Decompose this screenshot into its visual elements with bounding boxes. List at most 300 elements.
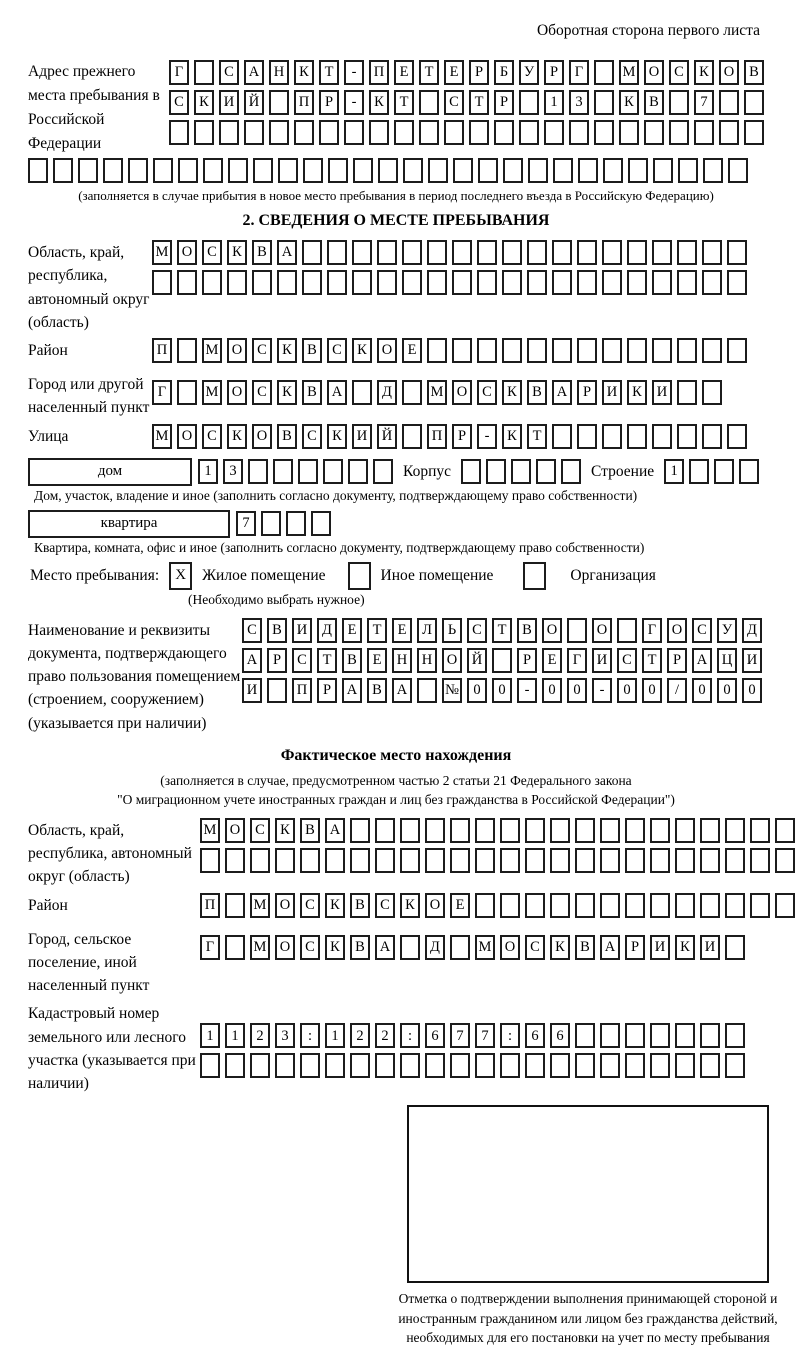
char-box: С	[327, 338, 347, 363]
char-box	[300, 1053, 320, 1078]
stroenie-boxes[interactable]	[664, 459, 759, 484]
char-box: С	[444, 90, 464, 115]
char-box: Т	[492, 618, 512, 643]
char-box	[675, 818, 695, 843]
char-box: И	[592, 648, 612, 673]
char-box	[450, 935, 470, 960]
char-box	[402, 380, 422, 405]
char-box	[625, 1023, 645, 1048]
char-box	[425, 1053, 445, 1078]
checkbox-organization[interactable]	[523, 562, 546, 590]
prev-address-row-2[interactable]	[169, 90, 764, 115]
char-box	[378, 158, 398, 183]
char-box	[677, 240, 697, 265]
char-box: У	[519, 60, 539, 85]
char-box: А	[244, 60, 264, 85]
char-box: И	[650, 935, 670, 960]
char-box	[177, 380, 197, 405]
char-box: И	[292, 618, 312, 643]
char-box	[492, 648, 512, 673]
char-box: О	[227, 338, 247, 363]
char-box	[552, 270, 572, 295]
char-box	[450, 848, 470, 873]
char-box	[702, 270, 722, 295]
fact-field-city	[28, 925, 764, 998]
char-box	[200, 848, 220, 873]
char-box	[277, 270, 297, 295]
fact-city-label: Город, сельское поселение, иной населенный пункт	[28, 930, 150, 995]
char-box: Г	[569, 60, 589, 85]
char-box	[600, 848, 620, 873]
char-box: К	[400, 893, 420, 918]
char-box	[344, 120, 364, 145]
char-box	[725, 1053, 745, 1078]
char-box: К	[502, 424, 522, 449]
char-box	[178, 158, 198, 183]
char-box	[744, 90, 764, 115]
char-box: В	[267, 618, 287, 643]
char-box	[725, 893, 745, 918]
char-box: Т	[527, 424, 547, 449]
char-box	[577, 424, 597, 449]
char-box	[553, 158, 573, 183]
char-box	[727, 270, 747, 295]
field-region-label: Область, край, республика, автономный округ (область)	[28, 244, 150, 331]
char-box	[619, 120, 639, 145]
char-box: В	[277, 424, 297, 449]
char-box: О	[275, 893, 295, 918]
field-city	[28, 370, 764, 420]
char-box	[602, 270, 622, 295]
char-box	[203, 158, 223, 183]
char-box	[377, 240, 397, 265]
char-box: С	[302, 424, 322, 449]
char-box: В	[517, 618, 537, 643]
region-row-1[interactable]	[152, 240, 764, 265]
actual-location-title: Фактическое место нахождения	[280, 746, 512, 764]
char-box: И	[242, 678, 262, 703]
char-box	[375, 1053, 395, 1078]
char-box	[594, 90, 614, 115]
char-box	[194, 60, 214, 85]
char-box: Р	[625, 935, 645, 960]
char-box: О	[177, 424, 197, 449]
char-box	[511, 459, 531, 484]
char-box	[627, 338, 647, 363]
cadastral-row-1[interactable]	[200, 1023, 764, 1048]
char-box: К	[619, 90, 639, 115]
char-box: М	[202, 338, 222, 363]
char-box: У	[717, 618, 737, 643]
char-box	[348, 459, 368, 484]
checkbox-residential[interactable]: X	[169, 562, 192, 590]
char-box	[153, 158, 173, 183]
char-box: М	[200, 818, 220, 843]
char-box	[775, 848, 795, 873]
char-box	[727, 240, 747, 265]
char-box: М	[619, 60, 639, 85]
char-box: С	[375, 893, 395, 918]
char-box: О	[442, 648, 462, 673]
char-box: -	[517, 678, 537, 703]
char-box	[525, 818, 545, 843]
char-box: В	[302, 338, 322, 363]
section2-title: 2. СВЕДЕНИЯ О МЕСТЕ ПРЕБЫВАНИЯ	[242, 212, 550, 230]
char-box: Е	[367, 648, 387, 673]
fact-city-row[interactable]	[200, 935, 764, 960]
document-row-2[interactable]	[242, 648, 764, 673]
stroenie-label: Строение	[591, 462, 655, 480]
char-box	[603, 158, 623, 183]
char-box	[477, 270, 497, 295]
char-box	[725, 1023, 745, 1048]
region-row-2[interactable]	[152, 270, 764, 295]
korpus-label: Корпус	[403, 462, 451, 480]
char-box	[402, 240, 422, 265]
char-box: :	[300, 1023, 320, 1048]
char-box	[677, 424, 697, 449]
char-box	[700, 818, 720, 843]
char-box	[750, 893, 770, 918]
char-box	[702, 424, 722, 449]
char-box	[228, 158, 248, 183]
prev-address-row-1[interactable]	[169, 60, 764, 85]
char-box	[628, 158, 648, 183]
char-box: О	[377, 338, 397, 363]
char-box: В	[302, 380, 322, 405]
char-box: 6	[425, 1023, 445, 1048]
char-box	[575, 818, 595, 843]
char-box	[450, 1053, 470, 1078]
char-box	[427, 270, 447, 295]
char-box	[625, 1053, 645, 1078]
district-row[interactable]	[152, 338, 764, 363]
char-box	[675, 1053, 695, 1078]
char-box	[298, 459, 318, 484]
char-box	[327, 240, 347, 265]
char-box	[519, 90, 539, 115]
fact-district-row[interactable]	[200, 893, 795, 918]
char-box	[444, 120, 464, 145]
house-number-boxes[interactable]	[198, 459, 393, 484]
char-box: И	[219, 90, 239, 115]
char-box: Б	[494, 60, 514, 85]
stamp-area	[388, 1105, 788, 1348]
stay-type-label: Место пребывания:	[30, 566, 160, 584]
char-box: А	[552, 380, 572, 405]
char-box	[402, 424, 422, 449]
field-document	[28, 616, 764, 735]
char-box	[425, 848, 445, 873]
apartment-line	[28, 510, 764, 538]
char-box: Л	[417, 618, 437, 643]
char-box: Е	[450, 893, 470, 918]
char-box: В	[252, 240, 272, 265]
char-box	[225, 848, 245, 873]
char-box	[303, 158, 323, 183]
field-city-label: Город или другой населенный пункт	[28, 376, 150, 417]
char-box: А	[375, 935, 395, 960]
char-box	[525, 1053, 545, 1078]
char-box: №	[442, 678, 462, 703]
char-box: Р	[544, 60, 564, 85]
char-box: М	[152, 424, 172, 449]
char-box	[402, 270, 422, 295]
char-box	[475, 818, 495, 843]
char-box	[400, 848, 420, 873]
char-box: К	[502, 380, 522, 405]
char-box	[644, 120, 664, 145]
char-box	[269, 120, 289, 145]
char-box	[702, 380, 722, 405]
korpus-boxes[interactable]	[461, 459, 581, 484]
char-box: 1	[325, 1023, 345, 1048]
char-box: К	[550, 935, 570, 960]
char-box: Г	[567, 648, 587, 673]
char-box: Е	[402, 338, 422, 363]
char-box	[600, 1023, 620, 1048]
char-box	[578, 158, 598, 183]
char-box	[627, 424, 647, 449]
char-box	[202, 270, 222, 295]
stamp-box	[407, 1105, 769, 1283]
char-box: С	[669, 60, 689, 85]
char-box: О	[425, 893, 445, 918]
char-box	[375, 848, 395, 873]
char-box: К	[352, 338, 372, 363]
char-box: 6	[525, 1023, 545, 1048]
char-box	[727, 424, 747, 449]
char-box	[302, 270, 322, 295]
char-box: 0	[542, 678, 562, 703]
char-box	[286, 511, 306, 536]
char-box: М	[475, 935, 495, 960]
city-row[interactable]	[152, 380, 764, 405]
char-box: Р	[317, 678, 337, 703]
char-box: П	[200, 893, 220, 918]
char-box: Н	[269, 60, 289, 85]
char-box: 3	[223, 459, 243, 484]
char-box	[775, 818, 795, 843]
char-box	[552, 240, 572, 265]
char-box	[528, 158, 548, 183]
char-box	[177, 270, 197, 295]
char-box: С	[219, 60, 239, 85]
char-box	[602, 424, 622, 449]
char-box: М	[250, 893, 270, 918]
char-box	[275, 848, 295, 873]
prev-address-row-4[interactable]	[28, 158, 764, 183]
char-box	[725, 935, 745, 960]
char-box	[452, 240, 472, 265]
char-box	[219, 120, 239, 145]
char-box	[550, 818, 570, 843]
apartment-type-box[interactable]: квартира	[28, 510, 230, 538]
char-box: :	[400, 1023, 420, 1048]
char-box	[373, 459, 393, 484]
apartment-number-boxes[interactable]	[236, 511, 331, 536]
char-box	[719, 120, 739, 145]
char-box: В	[350, 893, 370, 918]
char-box	[452, 270, 472, 295]
char-box	[400, 818, 420, 843]
char-box	[453, 158, 473, 183]
char-box	[327, 270, 347, 295]
char-box	[369, 120, 389, 145]
char-box: А	[242, 648, 262, 673]
char-box	[417, 678, 437, 703]
char-box: -	[344, 60, 364, 85]
char-box	[744, 120, 764, 145]
char-box: С	[467, 618, 487, 643]
char-box: А	[342, 678, 362, 703]
char-box	[352, 270, 372, 295]
char-box: Е	[444, 60, 464, 85]
char-box	[650, 1053, 670, 1078]
char-box	[152, 270, 172, 295]
char-box	[252, 270, 272, 295]
char-box: 0	[642, 678, 662, 703]
char-box	[502, 338, 522, 363]
char-box	[53, 158, 73, 183]
prev-address-block	[28, 58, 764, 156]
char-box: С	[202, 424, 222, 449]
char-box: 1	[664, 459, 684, 484]
char-box	[577, 240, 597, 265]
char-box: -	[592, 678, 612, 703]
char-box: Е	[394, 60, 414, 85]
char-box	[319, 120, 339, 145]
char-box: 0	[492, 678, 512, 703]
char-box: И	[602, 380, 622, 405]
street-row[interactable]	[152, 424, 764, 449]
fact-district-label: Район	[28, 896, 68, 914]
char-box: 7	[450, 1023, 470, 1048]
char-box	[627, 240, 647, 265]
char-box: М	[427, 380, 447, 405]
char-box	[469, 120, 489, 145]
char-box	[702, 240, 722, 265]
char-box: В	[527, 380, 547, 405]
char-box	[653, 158, 673, 183]
char-box: 2	[250, 1023, 270, 1048]
char-box	[577, 338, 597, 363]
char-box: С	[477, 380, 497, 405]
char-box	[475, 893, 495, 918]
char-box	[625, 893, 645, 918]
char-box	[478, 158, 498, 183]
char-box: С	[169, 90, 189, 115]
char-box: К	[194, 90, 214, 115]
char-box: И	[352, 424, 372, 449]
char-box: 1	[544, 90, 564, 115]
char-box: 3	[569, 90, 589, 115]
char-box: 6	[550, 1023, 570, 1048]
char-box	[700, 893, 720, 918]
char-box: М	[250, 935, 270, 960]
field-region	[28, 238, 764, 334]
prev-address-row-3[interactable]	[169, 120, 764, 145]
char-box: П	[294, 90, 314, 115]
char-box	[302, 240, 322, 265]
option-organization-label: Организация	[570, 566, 656, 584]
char-box: В	[342, 648, 362, 673]
stay-type-caption: (Необходимо выбрать нужное)	[188, 591, 365, 607]
char-box: Р	[667, 648, 687, 673]
char-box: 3	[275, 1023, 295, 1048]
house-caption: Дом, участок, владение и иное (заполнить согласно документу, подтверждающему право собственности)	[34, 487, 638, 503]
char-box: Р	[494, 90, 514, 115]
char-box: О	[592, 618, 612, 643]
char-box	[350, 848, 370, 873]
char-box: Н	[417, 648, 437, 673]
char-box	[602, 240, 622, 265]
fact-region-row-2[interactable]	[200, 848, 795, 873]
char-box	[569, 120, 589, 145]
char-box	[700, 1023, 720, 1048]
char-box: В	[644, 90, 664, 115]
char-box	[325, 1053, 345, 1078]
fact-region-row-1[interactable]	[200, 818, 795, 843]
char-box	[600, 818, 620, 843]
char-box	[725, 848, 745, 873]
fact-cadastral-label: Кадастровый номер земельного или лесного участка (указывается при наличии)	[28, 1005, 196, 1093]
char-box: Р	[267, 648, 287, 673]
char-box: Р	[452, 424, 472, 449]
char-box: О	[252, 424, 272, 449]
char-box: С	[252, 338, 272, 363]
char-box	[702, 338, 722, 363]
char-box	[575, 1053, 595, 1078]
char-box: Р	[319, 90, 339, 115]
char-box	[475, 848, 495, 873]
fact-field-district	[28, 891, 764, 923]
char-box	[550, 1053, 570, 1078]
char-box: -	[477, 424, 497, 449]
char-box	[678, 158, 698, 183]
char-box	[594, 60, 614, 85]
char-box	[78, 158, 98, 183]
char-box	[575, 893, 595, 918]
char-box	[700, 1053, 720, 1078]
char-box	[428, 158, 448, 183]
char-box	[552, 424, 572, 449]
char-box	[677, 380, 697, 405]
cadastral-row-2[interactable]	[200, 1053, 764, 1078]
checkbox-other-premises[interactable]	[348, 562, 371, 590]
char-box: С	[252, 380, 272, 405]
char-box	[525, 848, 545, 873]
char-box	[477, 240, 497, 265]
char-box	[600, 893, 620, 918]
prev-address-label: Адрес прежнего места пребывания в Российской Федерации	[28, 63, 160, 153]
char-box: Т	[642, 648, 662, 673]
char-box: М	[152, 240, 172, 265]
document-row-1[interactable]	[242, 618, 764, 643]
char-box: -	[344, 90, 364, 115]
house-type-box[interactable]: дом	[28, 458, 192, 486]
char-box: К	[369, 90, 389, 115]
char-box	[502, 240, 522, 265]
char-box	[475, 1053, 495, 1078]
char-box	[103, 158, 123, 183]
char-box	[675, 1023, 695, 1048]
char-box	[502, 270, 522, 295]
char-box: 7	[236, 511, 256, 536]
document-row-3[interactable]	[242, 678, 764, 703]
char-box	[250, 848, 270, 873]
house-line	[28, 458, 764, 486]
